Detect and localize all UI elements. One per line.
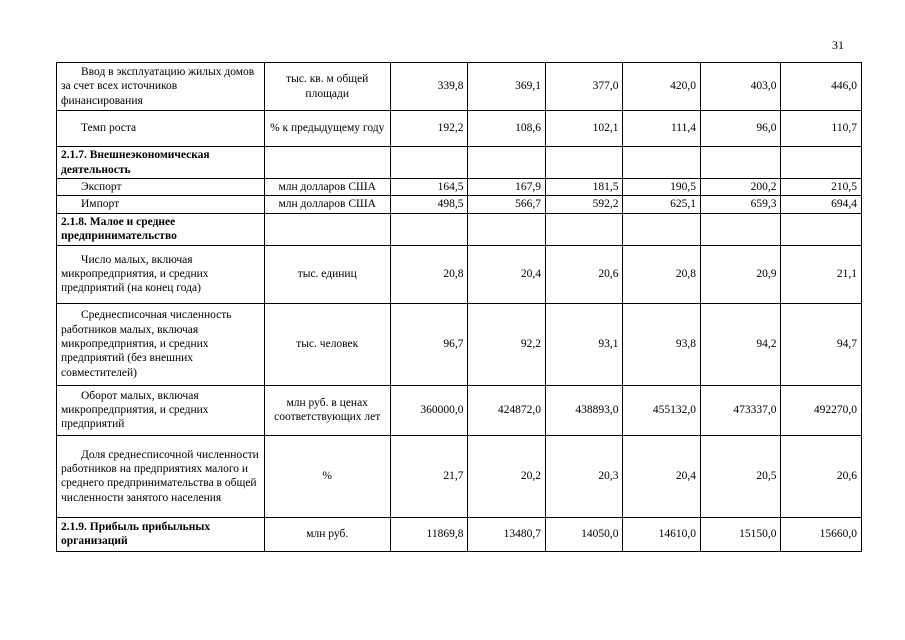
value-cell: 102,1 [545,111,623,147]
value-cell: 492270,0 [781,385,862,435]
row-unit: тыс. кв. м общей площади [264,63,390,111]
value-cell: 14050,0 [545,517,623,551]
row-unit: тыс. единиц [264,245,390,303]
value-cell: 455132,0 [623,385,701,435]
value-cell: 181,5 [545,179,623,196]
table-row [57,385,862,435]
value-cell [701,147,781,179]
value-cell: 210,5 [781,179,862,196]
value-cell [390,213,468,245]
value-cell: 403,0 [701,63,781,111]
row-unit: млн руб. в ценах соответствующих лет [264,385,390,435]
row-name-text: 2.1.8. Малое и среднее предпринимательство [61,215,177,243]
row-name-text: Ввод в эксплуатацию жилых домов за счет всех источников финансирования [61,65,255,107]
value-cell: 20,9 [701,245,781,303]
table-row [57,435,862,517]
row-unit: % к предыдущему году [264,111,390,147]
value-cell: 20,5 [701,435,781,517]
value-cell: 14610,0 [623,517,701,551]
value-cell: 110,7 [781,111,862,147]
row-name [57,385,265,435]
page-number: 31 [832,38,844,52]
value-cell [545,213,623,245]
row-name-text: Доля среднесписочной численности работников на предприятиях малого и среднего предпринимательства в общей численности занятого населения [61,448,259,504]
row-name [57,196,265,213]
value-cell [468,213,546,245]
indicators-table [56,62,862,552]
value-cell: 96,7 [390,303,468,385]
value-cell: 94,7 [781,303,862,385]
row-unit: % [264,435,390,517]
table-row [57,111,862,147]
row-name-text: Оборот малых, включая микропредприятия, и средних предприятий [61,389,209,431]
row-name-text: 2.1.9. Прибыль прибыльных организаций [61,520,211,548]
value-cell: 473337,0 [701,385,781,435]
value-cell: 13480,7 [468,517,546,551]
table-row [57,179,862,196]
value-cell [390,147,468,179]
row-name-text: 2.1.7. Внешнеэкономическая деятельность [61,149,210,176]
value-cell: 192,2 [390,111,468,147]
row-unit: млн долларов США [264,196,390,213]
value-cell [781,147,862,179]
value-cell: 694,4 [781,196,862,213]
value-cell: 360000,0 [390,385,468,435]
value-cell: 369,1 [468,63,546,111]
row-name-text: Среднесписочная численность работников малых, включая микропредприятия, и средних предприятий (без внешних совместителей) [61,309,232,379]
value-cell: 438893,0 [545,385,623,435]
value-cell: 566,7 [468,196,546,213]
row-name [57,147,265,179]
value-cell: 15660,0 [781,517,862,551]
value-cell: 164,5 [390,179,468,196]
value-cell: 108,6 [468,111,546,147]
row-name-text: Экспорт [81,181,122,193]
value-cell: 11869,8 [390,517,468,551]
row-name-text: Темп роста [81,122,137,135]
value-cell: 20,4 [623,435,701,517]
value-cell: 20,3 [545,435,623,517]
value-cell: 111,4 [623,111,701,147]
row-unit: млн руб. [264,517,390,551]
value-cell: 96,0 [701,111,781,147]
table-row [57,517,862,551]
table-row [57,245,862,303]
value-cell [701,213,781,245]
value-cell: 592,2 [545,196,623,213]
value-cell: 93,8 [623,303,701,385]
value-cell: 625,1 [623,196,701,213]
row-name [57,303,265,385]
value-cell: 21,7 [390,435,468,517]
table-row [57,303,862,385]
row-name [57,111,265,147]
value-cell: 167,9 [468,179,546,196]
table-row [57,196,862,213]
row-name [57,63,265,111]
value-cell: 200,2 [701,179,781,196]
value-cell [781,213,862,245]
value-cell: 94,2 [701,303,781,385]
value-cell: 424872,0 [468,385,546,435]
value-cell: 20,6 [781,435,862,517]
value-cell: 20,2 [468,435,546,517]
value-cell: 190,5 [623,179,701,196]
value-cell: 446,0 [781,63,862,111]
row-unit [264,147,390,179]
value-cell: 15150,0 [701,517,781,551]
value-cell: 498,5 [390,196,468,213]
value-cell: 20,6 [545,245,623,303]
value-cell: 20,8 [623,245,701,303]
row-name [57,435,265,517]
value-cell: 420,0 [623,63,701,111]
row-name [57,179,265,196]
value-cell: 21,1 [781,245,862,303]
row-name-text: Число малых, включая микропредприятия, и средних предприятий (на конец года) [61,253,209,295]
row-unit: тыс. человек [264,303,390,385]
row-name [57,213,265,245]
table-row [57,63,862,111]
value-cell [623,147,701,179]
value-cell: 339,8 [390,63,468,111]
value-cell [468,147,546,179]
value-cell: 377,0 [545,63,623,111]
value-cell: 659,3 [701,196,781,213]
row-unit: млн долларов США [264,179,390,196]
value-cell: 20,4 [468,245,546,303]
value-cell: 93,1 [545,303,623,385]
value-cell: 92,2 [468,303,546,385]
table-row [57,147,862,179]
row-name-text: Импорт [81,198,120,211]
row-name [57,517,265,551]
value-cell [623,213,701,245]
value-cell: 20,8 [390,245,468,303]
value-cell [545,147,623,179]
row-unit [264,213,390,245]
table-row [57,213,862,245]
row-name [57,245,265,303]
